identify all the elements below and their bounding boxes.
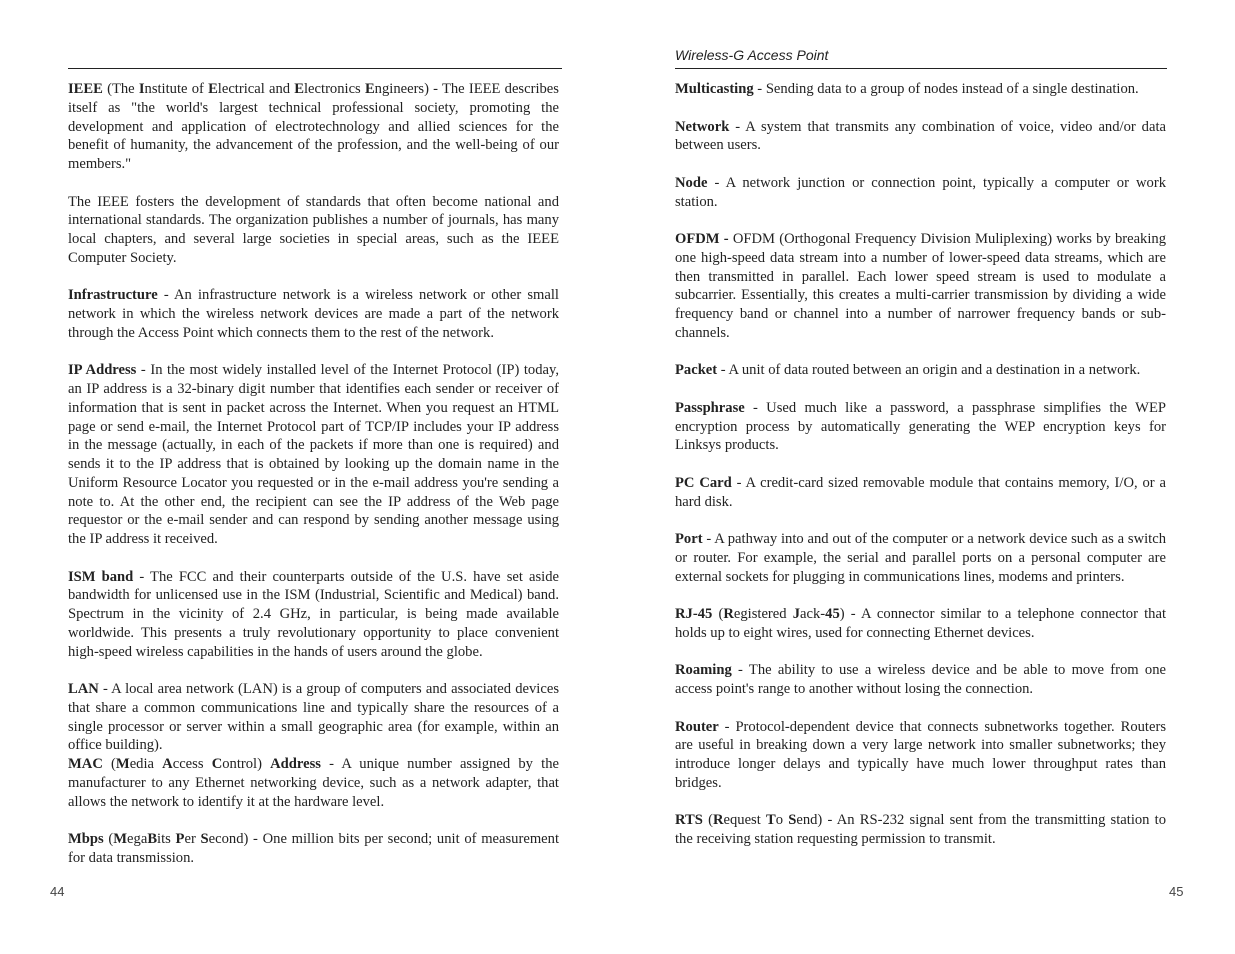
acronym-letter: M bbox=[113, 831, 128, 847]
left-page bbox=[0, 0, 617, 954]
right-page bbox=[617, 0, 1235, 954]
term-infrastructure: Infrastructure bbox=[68, 287, 158, 304]
acronym-letter: M bbox=[115, 756, 130, 772]
definition: - A system that transmits any combination of voice, video and/or data between users. bbox=[675, 118, 1166, 154]
definition: - Used much like a password, a passphrase simplifies the WEP encryption process by automatically generating the WEP encryption keys for Linksys products. bbox=[675, 399, 1166, 454]
definition: - A network junction or connection point, typically a computer or work station. bbox=[675, 174, 1166, 210]
text: its bbox=[157, 831, 176, 847]
acronym-letter: 45 bbox=[825, 606, 840, 622]
glossary-entry-mac-address bbox=[68, 755, 559, 811]
term-address: Address bbox=[270, 756, 321, 772]
definition: - A unique number assigned by the manufacturer to any Ethernet networking device, such as a network adapter, that allows the network to identify it at the hardware level. bbox=[68, 756, 559, 810]
term-multicasting: Multicasting bbox=[675, 81, 754, 97]
text: edia bbox=[129, 756, 163, 772]
acronym-letter: T bbox=[765, 812, 776, 829]
definition: - A local area network (LAN) is a group of computers and associated devices that share a common communications line and typically share the resources of a single processor or server within a small geographic area (for example, within an office building). bbox=[68, 681, 559, 754]
text: lectrical and bbox=[217, 81, 295, 97]
definition: ) - A connector similar to a telephone connector that holds up to eight wires, used for connecting Ethernet devices. bbox=[675, 606, 1167, 641]
glossary-entry-ieee bbox=[68, 80, 559, 174]
definition: - The FCC and their counterparts outside of the U.S. have set aside bandwidth for unlicensed use in the ISM (Industrial, Scientific and Medical) band. Spectrum in the vicinity of 2.4 GHz, in particular, is being made available worldwide. This presents a truly revolutionary opportunity to place convenient high-speed wireless capabilities in the hands of users around the globe. bbox=[68, 568, 559, 660]
text: o bbox=[775, 812, 789, 829]
glossary-entry-mbps bbox=[68, 830, 559, 868]
text: (The bbox=[102, 81, 139, 97]
left-column bbox=[68, 80, 559, 868]
term-ism-band: ISM band bbox=[68, 568, 134, 585]
text: ( bbox=[702, 812, 713, 829]
acronym-letter: P bbox=[175, 831, 185, 847]
text: equest bbox=[723, 812, 766, 829]
definition: - Sending data to a group of nodes instead of a single destination. bbox=[753, 81, 1139, 97]
glossary-entry-packet bbox=[675, 361, 1166, 380]
acronym-letter: C bbox=[211, 756, 223, 772]
acronym-letter: S bbox=[200, 831, 209, 847]
definition: end) - An RS-232 signal sent from the transmitting station to the receiving station requesting permission to transmit. bbox=[675, 812, 1167, 847]
acronym-letter: S bbox=[788, 812, 797, 829]
term-mac: MAC bbox=[68, 756, 103, 772]
definition: - The ability to use a wireless device and be able to move from one access point's range to another without losing the connection. bbox=[675, 662, 1166, 697]
page-number-right: 45 bbox=[1169, 884, 1184, 899]
acronym-letter: A bbox=[162, 756, 173, 772]
glossary-entry-ofdm bbox=[675, 230, 1166, 343]
term-ieee: IEEE bbox=[68, 81, 103, 97]
term-passphrase: Passphrase bbox=[675, 399, 745, 416]
text: ( bbox=[712, 606, 724, 622]
term-port: Port bbox=[675, 531, 703, 547]
text: ( bbox=[103, 831, 114, 847]
text: nstitute of bbox=[144, 81, 209, 97]
glossary-entry-node bbox=[675, 174, 1166, 212]
text: ega bbox=[127, 831, 148, 847]
term-ofdm: OFDM - bbox=[675, 231, 729, 247]
definition: - In the most widely installed level of the Internet Protocol (IP) today, an IP address is a 32-binary digit number that identifies each sender or receiver of information that is sent in packet across the Internet. When you request an HTML page or send e-mail, the Internet Protocol part of TCP/IP includes your IP address in the message (actually, in each of the packets if more than one is required) and sends it to the IP address that is obtained by looking up the domain name in the Uniform Resource Locator you requested or in the e-mail address you're sending a note to. At the other end, the recipient can see the IP address of the Web page requestor or the e-mail sender and can respond by sending another message using the IP address it received. bbox=[68, 362, 560, 547]
text: lectronics bbox=[304, 81, 365, 97]
paragraph-ieee-fosters: The IEEE fosters the development of standards that often become national and international standards. The organization publishes a number of journals, has many local chapters, and several large societies in special areas, such as the IEEE Computer Society. bbox=[68, 193, 559, 266]
glossary-entry-router bbox=[675, 718, 1166, 793]
header-rule-left bbox=[68, 68, 562, 69]
term-roaming: Roaming bbox=[675, 662, 732, 679]
acronym-letter: R bbox=[712, 812, 724, 829]
term-node: Node bbox=[675, 174, 708, 191]
term-ip-address: IP Address bbox=[68, 362, 137, 379]
glossary-entry-ism-band bbox=[68, 568, 559, 662]
acronym-letter: R bbox=[723, 606, 734, 622]
term-rts: RTS bbox=[675, 812, 703, 829]
glossary-entry-ip-address bbox=[68, 361, 559, 549]
glossary-entry-rj45 bbox=[675, 605, 1166, 643]
text: ontrol) bbox=[222, 756, 271, 772]
term-pc-card: PC Card bbox=[675, 474, 732, 491]
definition: - Protocol-dependent device that connects subnetworks together. Routers are useful in breaking down a very large network into smaller subnetworks; they introduce longer delays and typically have much lower throughput rates than bridges. bbox=[675, 718, 1166, 791]
glossary-entry-pc-card bbox=[675, 474, 1166, 512]
glossary-entry-port bbox=[675, 530, 1166, 586]
text: er bbox=[184, 831, 201, 847]
term-rj45: RJ-45 bbox=[675, 606, 713, 622]
glossary-entry-multicasting bbox=[675, 80, 1166, 99]
header-rule-right bbox=[675, 68, 1167, 69]
definition: OFDM (Orthogonal Frequency Division Muliplexing) works by breaking one high-speed data stream into a number of lower-speed data streams, which are then transmitted in parallel. Each lower speed stream is used to modulate a subcarrier. Essentially, this creates a multi-carrier transmission by dividing a wide frequency band or channel into a number of narrower frequency bands or sub-channels. bbox=[675, 231, 1166, 341]
definition: - A unit of data routed between an origin and a destination in a network. bbox=[717, 362, 1141, 379]
definition: econd) - One million bits per second; unit of measurement for data transmission. bbox=[68, 831, 559, 866]
running-head: Wireless-G Access Point bbox=[675, 47, 829, 63]
term-network: Network bbox=[675, 118, 730, 135]
acronym-letter: I bbox=[138, 81, 145, 97]
glossary-entry-roaming bbox=[675, 661, 1166, 699]
term-router: Router bbox=[675, 718, 719, 735]
glossary-entry-infrastructure bbox=[68, 286, 559, 342]
acronym-letter: J bbox=[792, 606, 801, 622]
term-packet: Packet bbox=[675, 362, 718, 379]
acronym-letter: E bbox=[208, 81, 218, 97]
term-mbps: Mbps bbox=[68, 831, 104, 847]
text: ack- bbox=[800, 606, 826, 622]
definition: - An infrastructure network is a wireless network or other small network in which the wireless network devices are made a part of the network through the Access Point which connects them to the rest of the network. bbox=[68, 287, 559, 341]
acronym-letter: B bbox=[147, 831, 158, 847]
text: ccess bbox=[172, 756, 212, 772]
glossary-entry-network bbox=[675, 118, 1166, 156]
acronym-letter: E bbox=[294, 81, 304, 97]
text: ( bbox=[102, 756, 116, 772]
definition: - A pathway into and out of the computer or a network device such as a switch or router. For example, the serial and parallel ports on a personal computer are external sockets for plugging in communications lines, modems and printers. bbox=[675, 531, 1166, 585]
page-number-left: 44 bbox=[50, 884, 65, 899]
term-lan: LAN bbox=[68, 681, 99, 697]
text: egistered bbox=[733, 606, 793, 622]
right-column bbox=[675, 80, 1166, 849]
glossary-entry-lan bbox=[68, 680, 559, 755]
definition: ngineers) - The IEEE describes itself as "the world's largest technical professional society, promoting the development and application of electrotechnology and allied sciences for the benefit of humanity, the advancement of the profession, and the well-being of our members." bbox=[68, 81, 559, 172]
definition: - A credit-card sized removable module that contains memory, I/O, or a hard disk. bbox=[675, 474, 1166, 510]
glossary-entry-rts bbox=[675, 811, 1166, 849]
glossary-entry-passphrase bbox=[675, 399, 1166, 455]
acronym-letter: E bbox=[364, 81, 375, 97]
